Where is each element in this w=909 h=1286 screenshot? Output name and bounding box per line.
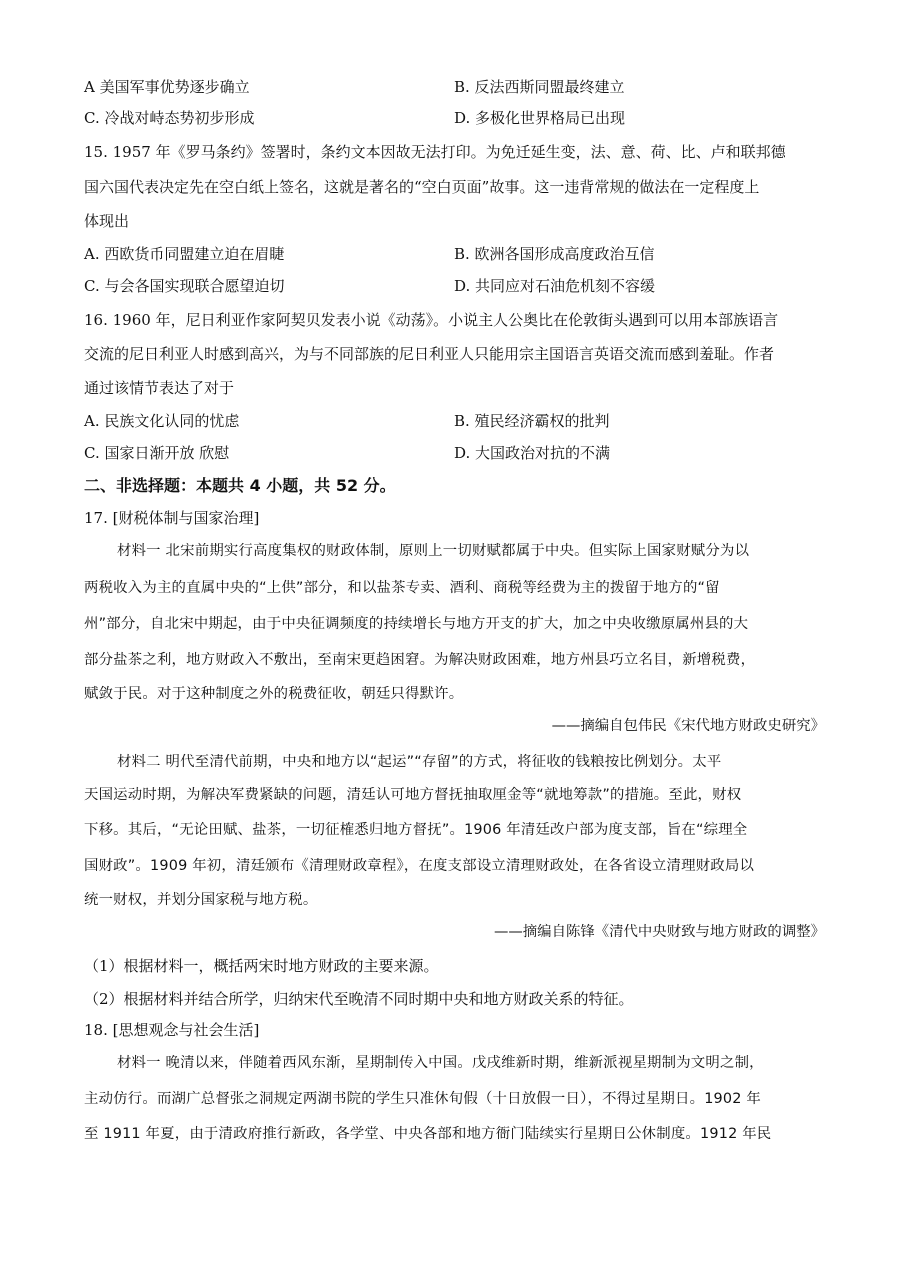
q15-option-b[interactable]: B. 欧洲各国形成高度政治互信	[454, 245, 655, 263]
q18-material1-line-3: 至 1911 年夏，由于清政府推行新政，各学堂、中央各部和地方衙门陆续实行星期日公休制度。1912 年民	[84, 1126, 772, 1142]
q15-stem-line-2: 国六国代表决定先在空白纸上签名，这就是著名的“空白页面”故事。这一违背常规的做法在一定程度上	[84, 178, 760, 196]
q14-options-row-2	[84, 108, 844, 130]
q17-material2-line-3: 下移。其后，“无论田赋、盐茶，一切征榷悉归地方督抚”。1906 年清廷改户部为度支部，旨在“综理全	[84, 822, 748, 838]
q16-stem-line-3: 通过该情节表达了对于	[84, 379, 235, 397]
q17-material1-line-3: 州”部分，自北宋中期起，由于中央征调频度的持续增长与地方开支的扩大，加之中央收缴原属州县的大	[84, 616, 749, 632]
q17-material1-line-5: 赋敛于民。对于这种制度之外的税费征收，朝廷只得默许。	[84, 686, 464, 702]
section-2-heading: 二、非选择题：本题共 4 小题，共 52 分。	[84, 476, 396, 495]
q18-material1-line-2: 主动仿行。而湖广总督张之洞规定两湖书院的学生只准休旬假（十日放假一日），不得过星期日。1902 年	[84, 1091, 761, 1107]
q17-material2-line-1: 材料二 明代至清代前期，中央和地方以“起运”“存留”的方式，将征收的钱粮按比例划分。太平	[117, 754, 722, 770]
q14-option-d[interactable]: D. 多极化世界格局已出现	[454, 109, 626, 127]
q17-title: 17. [财税体制与国家治理]	[84, 509, 260, 527]
q17-material2-line-2: 天国运动时期，为解决军费紧缺的问题，清廷认可地方督抚抽取厘金等“就地筹款”的措施。至此，财权	[84, 787, 742, 803]
q16-option-b[interactable]: B. 殖民经济霸权的批判	[454, 412, 610, 430]
q17-sub-question-1: （1）根据材料一，概括两宋时地方财政的主要来源。	[84, 957, 439, 975]
q16-option-d[interactable]: D. 大国政治对抗的不满	[454, 444, 611, 462]
q17-material1-line-1: 材料一 北宋前期实行高度集权的财政体制，原则上一切财赋都属于中央。但实际上国家财赋分为以	[117, 543, 750, 559]
q15-options-row-2	[84, 276, 844, 298]
q15-option-a[interactable]: A. 西欧货币同盟建立迫在眉睫	[84, 245, 285, 263]
q16-stem-line-1: 16. 1960 年，尼日利亚作家阿契贝发表小说《动荡》。小说主人公奥比在伦敦街头遇到可以用本部族语言	[84, 311, 779, 329]
q17-material2-line-5: 统一财权，并划分国家税与地方税。	[84, 892, 318, 908]
q14-option-a[interactable]: A 美国军事优势逐步确立	[84, 78, 250, 96]
q14-option-b[interactable]: B. 反法西斯同盟最终建立	[454, 78, 625, 96]
q17-source-1: ——摘编自包伟民《宋代地方财政史研究》	[551, 718, 825, 734]
q15-option-d[interactable]: D. 共同应对石油危机刻不容缓	[454, 277, 656, 295]
q17-sub-question-2: （2）根据材料并结合所学，归纳宋代至晚清不同时期中央和地方财政关系的特征。	[84, 990, 634, 1008]
q18-material1-line-1: 材料一 晚清以来，伴随着西风东渐，星期制传入中国。戊戌维新时期，维新派视星期制为文明之制，	[117, 1055, 764, 1071]
q17-material1-line-4: 部分盐茶之利，地方财政入不敷出，至南宋更趋困窘。为解决财政困难，地方州县巧立名目，新增税费，	[84, 652, 756, 668]
q14-option-c[interactable]: C. 冷战对峙态势初步形成	[84, 109, 255, 127]
q16-options-row-1	[84, 411, 844, 433]
q17-material1-line-2: 两税收入为主的直属中央的“上供”部分，和以盐茶专卖、酒利、商税等经费为主的拨留于地方的“留	[84, 580, 720, 596]
q15-stem-line-1: 15. 1957 年《罗马条约》签署时，条约文本因故无法打印。为免迁延生变，法、意、荷、比、卢和联邦德	[84, 143, 786, 161]
q17-source-2: ——摘编自陈锋《清代中央财致与地方财政的调整》	[494, 924, 825, 940]
q15-options-row-1	[84, 244, 844, 266]
q16-stem-line-2: 交流的尼日利亚人时感到高兴，为与不同部族的尼日利亚人只能用宗主国语言英语交流而感到羞耻。作者	[84, 345, 775, 363]
q15-option-c[interactable]: C. 与会各国实现联合愿望迫切	[84, 277, 285, 295]
q18-title: 18. [思想观念与社会生活]	[84, 1021, 260, 1039]
q17-material2-line-4: 国财政”。1909 年初，清廷颁布《清理财政章程》，在度支部设立清理财政处，在各省设立清理财政局以	[84, 858, 755, 874]
q15-stem-line-3: 体现出	[84, 212, 130, 230]
q14-options-row-1	[84, 77, 844, 99]
q16-option-a[interactable]: A. 民族文化认同的忧虑	[84, 412, 240, 430]
q16-options-row-2	[84, 443, 844, 465]
q16-option-c[interactable]: C. 国家日渐开放 欣慰	[84, 444, 230, 462]
